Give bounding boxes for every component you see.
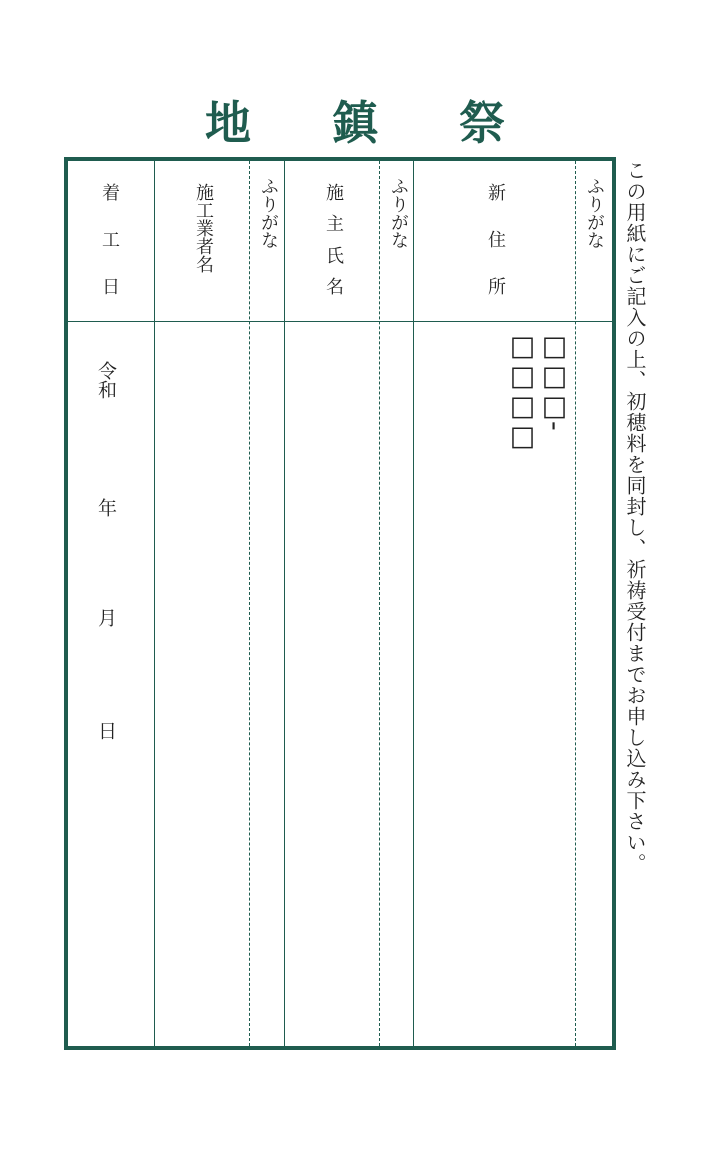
label-owner-furigana: ふりがな [388, 177, 409, 249]
date-era: 令和 [95, 361, 117, 399]
postal-code-field[interactable]: □□□-□□□□ [507, 331, 570, 451]
label-contractor-name: 施工業者名 [193, 183, 214, 273]
label-address-furigana: ふりがな [584, 177, 605, 249]
label-contractor-furigana: ふりがな [258, 177, 279, 249]
label-owner-name-char-4: 名 [323, 276, 344, 295]
date-month-unit: 月 [95, 608, 117, 627]
label-owner-name-char-3: 氏 [323, 245, 344, 264]
furigana-divider-address [575, 161, 576, 1046]
title-char-1: 地 [205, 96, 251, 150]
label-owner-name [316, 183, 350, 295]
form-title [205, 92, 505, 148]
label-new-address [478, 183, 512, 295]
label-start-date [92, 183, 126, 295]
row-divider-contractor [154, 161, 155, 1046]
label-start-date-char-2: 工 [99, 230, 120, 248]
label-owner-name-char-1: 施 [323, 183, 344, 201]
title-char-3: 祭 [459, 96, 505, 150]
date-year-unit: 年 [95, 498, 117, 517]
label-start-date-char-3: 日 [99, 277, 120, 295]
label-new-address-char-2: 住 [485, 230, 506, 248]
label-start-date-char-1: 着 [99, 183, 120, 201]
furigana-divider-owner [379, 161, 380, 1046]
title-char-2: 鎮 [332, 96, 378, 150]
label-owner-name-char-2: 主 [323, 214, 344, 233]
label-new-address-char-3: 所 [485, 277, 506, 295]
header-divider [68, 321, 612, 322]
date-day-unit: 日 [95, 721, 117, 740]
application-form [64, 157, 616, 1050]
instruction-text: この用紙にご記入の上、初穂料を同封し、祈祷受付までお申し込み下さい。 [623, 160, 647, 874]
label-new-address-char-1: 新 [485, 183, 506, 201]
furigana-divider-contractor [249, 161, 250, 1046]
